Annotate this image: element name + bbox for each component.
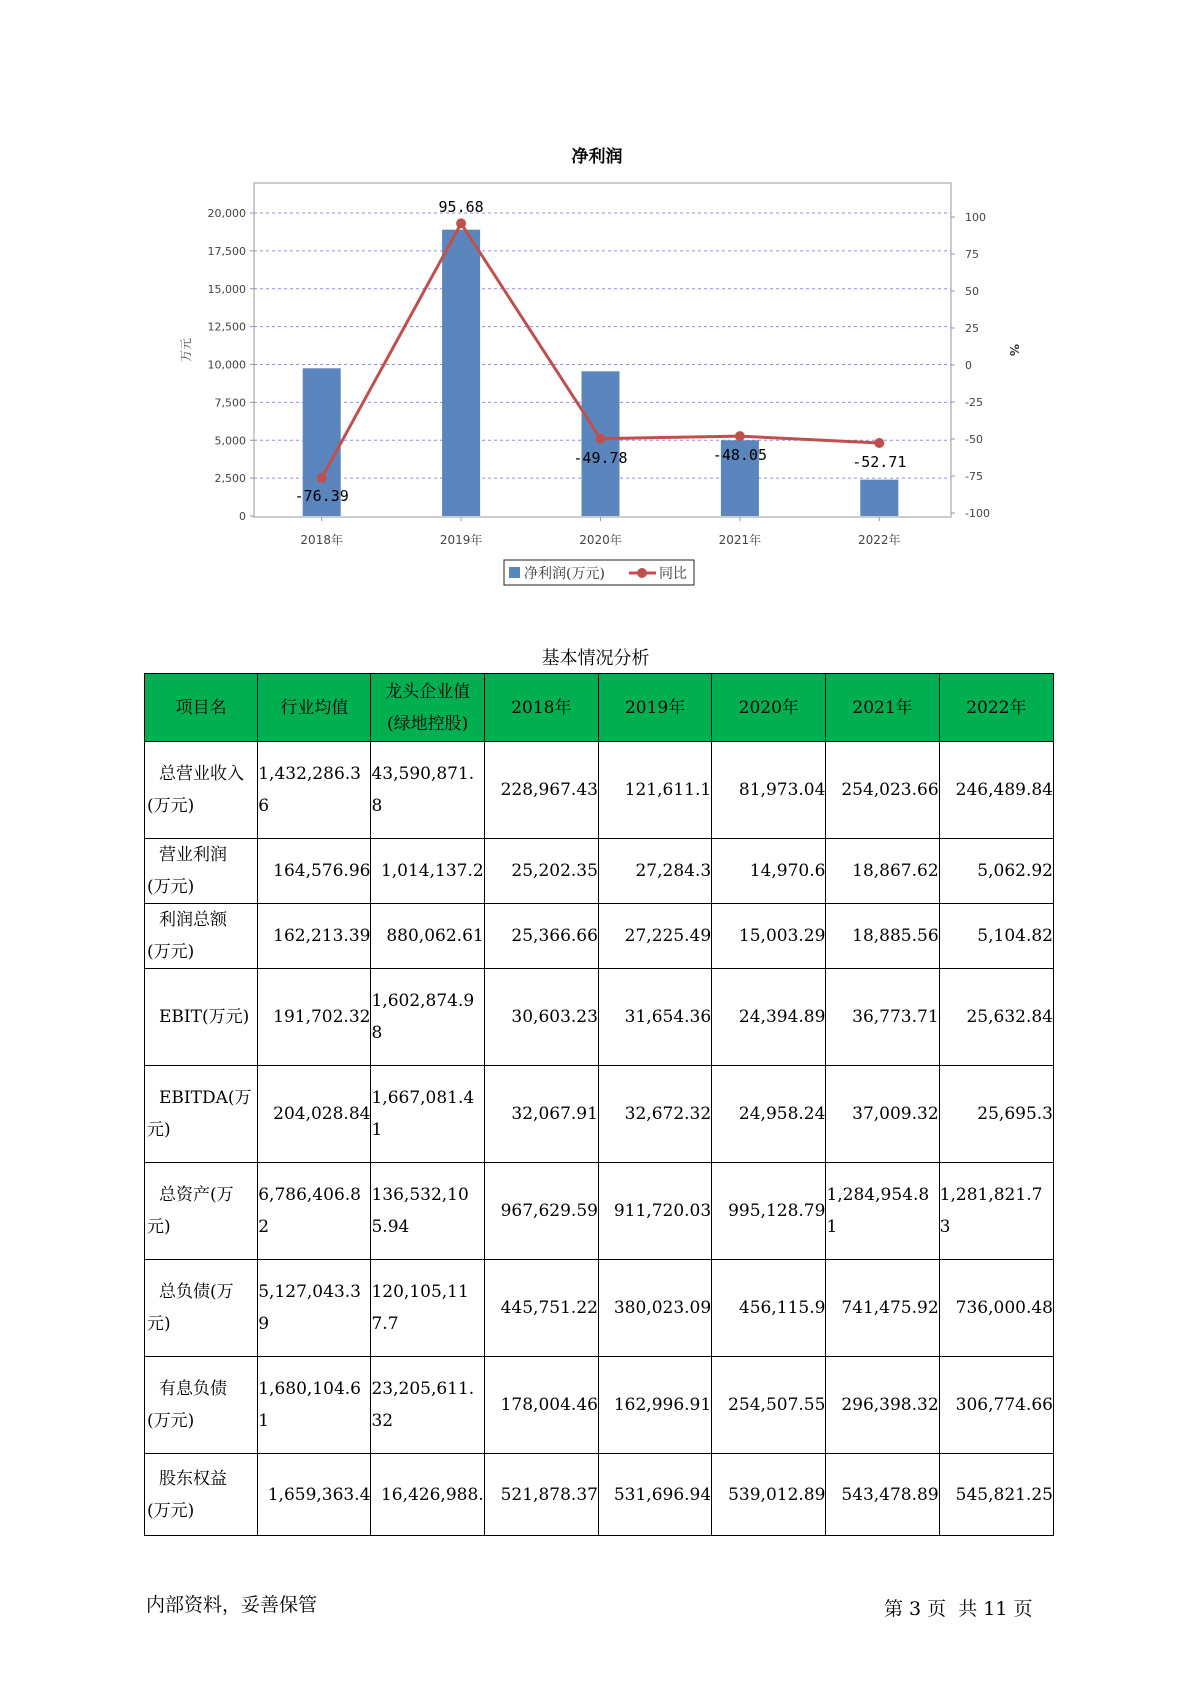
table-header-row [145, 674, 1054, 742]
table-cell: 14,970.6 [712, 839, 826, 904]
table-cell: 18,867.62 [826, 839, 939, 904]
table-cell: 228,967.43 [484, 742, 598, 839]
table-cell: 27,225.49 [598, 904, 711, 969]
y2-tick-label: 100 [965, 211, 986, 224]
table-cell: 25,366.66 [484, 904, 598, 969]
table-row [145, 969, 1054, 1066]
yoy-data-label: -52.71 [852, 453, 907, 471]
table-cell: 1,432,286.36 [258, 742, 371, 839]
table-cell: 741,475.92 [826, 1260, 939, 1357]
table-cell: 539,012.89 [712, 1454, 826, 1536]
legend-line-marker [637, 568, 647, 578]
header-industry-avg: 行业均值 [258, 674, 371, 742]
table-cell: 995,128.79 [712, 1163, 826, 1260]
table-cell: 191,702.32 [258, 969, 371, 1066]
y2-tick-label: -100 [965, 507, 990, 520]
yoy-data-label: -48.05 [712, 446, 767, 464]
chart-title: 净利润 [571, 147, 623, 167]
footer-page-number: 第 3 页 共 11 页 [884, 1598, 1033, 1620]
bar [860, 480, 898, 516]
table-cell: 456,115.9 [712, 1260, 826, 1357]
y2-tick-label: 0 [965, 359, 972, 372]
table-row [145, 1357, 1054, 1454]
header-2022: 2022年 [939, 674, 1053, 742]
table-cell: 967,629.59 [484, 1163, 598, 1260]
x-tick-label: 2018年 [300, 533, 343, 547]
table-cell: 162,996.91 [598, 1357, 711, 1454]
y-tick-label: 12,500 [207, 320, 246, 334]
table-cell: 543,478.89 [826, 1454, 939, 1536]
table-cell: 5,062.92 [939, 839, 1053, 904]
y-tick-label: 15,000 [207, 282, 246, 296]
table-cell: 136,532,105.94 [371, 1163, 484, 1260]
yoy-data-label: -49.78 [573, 449, 628, 467]
yoy-point [874, 438, 884, 448]
y-axis-label: 万元 [179, 337, 193, 363]
net-profit-chart [0, 0, 1191, 600]
table-cell: 296,398.32 [826, 1357, 939, 1454]
table-row [145, 742, 1054, 839]
yoy-point [456, 218, 466, 228]
table-cell: 380,023.09 [598, 1260, 711, 1357]
table-cell: 1,659,363.4 [258, 1454, 371, 1536]
table-cell: 1,602,874.98 [371, 969, 484, 1066]
table-cell: 32,672.32 [598, 1066, 711, 1163]
row-label: 营业利润 (万元) [145, 839, 258, 904]
table-cell: 121,611.1 [598, 742, 711, 839]
table-cell: 24,958.24 [712, 1066, 826, 1163]
row-label: 有息负债 (万元) [145, 1357, 258, 1454]
yoy-point [596, 434, 606, 444]
table-cell: 521,878.37 [484, 1454, 598, 1536]
table-cell: 25,695.3 [939, 1066, 1053, 1163]
header-item-name: 项目名 [145, 674, 258, 742]
table-title: 基本情况分析 [541, 648, 650, 669]
y2-tick-label: 25 [965, 322, 979, 335]
table-cell: 36,773.71 [826, 969, 939, 1066]
table-row [145, 904, 1054, 969]
table-row [145, 839, 1054, 904]
table-cell: 6,786,406.82 [258, 1163, 371, 1260]
table-cell: 254,023.66 [826, 742, 939, 839]
x-tick-label: 2020年 [579, 533, 622, 547]
table-cell: 25,202.35 [484, 839, 598, 904]
header-2019: 2019年 [598, 674, 711, 742]
table-cell: 1,284,954.81 [826, 1163, 939, 1260]
table-cell: 5,104.82 [939, 904, 1053, 969]
legend-bar-swatch [509, 567, 520, 578]
y2-tick-label: 50 [965, 285, 979, 298]
yoy-point [735, 431, 745, 441]
legend-line-label: 同比 [659, 566, 687, 582]
table-cell: 23,205,611.32 [371, 1357, 484, 1454]
footer-confidential: 内部资料，妥善保管 [146, 1594, 318, 1616]
table-cell: 81,973.04 [712, 742, 826, 839]
table-cell: 30,603.23 [484, 969, 598, 1066]
table-cell: 1,281,821.73 [939, 1163, 1053, 1260]
table-row [145, 1260, 1054, 1357]
table-cell: 1,014,137.2 [371, 839, 484, 904]
table-cell: 531,696.94 [598, 1454, 711, 1536]
row-label: EBITDA(万 元) [145, 1066, 258, 1163]
table-cell: 16,426,988. [371, 1454, 484, 1536]
table-cell: 37,009.32 [826, 1066, 939, 1163]
table-cell: 15,003.29 [712, 904, 826, 969]
row-label: EBIT(万元) [145, 969, 258, 1066]
row-label: 利润总额 (万元) [145, 904, 258, 969]
y-tick-label: 17,500 [207, 244, 246, 258]
header-2021: 2021年 [826, 674, 939, 742]
table-cell: 162,213.39 [258, 904, 371, 969]
table-cell: 18,885.56 [826, 904, 939, 969]
y-tick-label: 10,000 [207, 358, 246, 372]
table-cell: 43,590,871.8 [371, 742, 484, 839]
y2-tick-label: -50 [965, 433, 983, 446]
row-label: 总营业收入 (万元) [145, 742, 258, 839]
y2-tick-label: -25 [965, 396, 983, 409]
table-cell: 880,062.61 [371, 904, 484, 969]
table-row [145, 1454, 1054, 1536]
basic-analysis-table [144, 673, 1054, 1536]
table-cell: 5,127,043.39 [258, 1260, 371, 1357]
table-cell: 27,284.3 [598, 839, 711, 904]
y2-tick-label: 75 [965, 248, 979, 261]
table-cell: 1,680,104.61 [258, 1357, 371, 1454]
y-tick-label: 2,500 [214, 472, 246, 486]
y2-tick-label: -75 [965, 470, 983, 483]
table-cell: 24,394.89 [712, 969, 826, 1066]
x-tick-label: 2019年 [439, 533, 483, 547]
y-tick-label: 5,000 [214, 434, 246, 448]
y2-axis-label: % [1007, 343, 1021, 357]
legend-bar-label: 净利润(万元) [524, 566, 605, 582]
table-row [145, 1066, 1054, 1163]
x-tick-label: 2022年 [858, 533, 901, 547]
row-label: 总负债(万 元) [145, 1260, 258, 1357]
table-cell: 31,654.36 [598, 969, 711, 1066]
yoy-data-label: 95.68 [438, 198, 484, 216]
table-cell: 1,667,081.41 [371, 1066, 484, 1163]
table-cell: 25,632.84 [939, 969, 1053, 1066]
table-cell: 911,720.03 [598, 1163, 711, 1260]
yoy-data-label: -76.39 [294, 487, 349, 505]
x-tick-label: 2021年 [718, 533, 762, 547]
table-cell: 545,821.25 [939, 1454, 1053, 1536]
bar [442, 230, 480, 516]
y-tick-label: 0 [239, 510, 246, 523]
table-cell: 32,067.91 [484, 1066, 598, 1163]
header-2020: 2020年 [712, 674, 826, 742]
table-cell: 164,576.96 [258, 839, 371, 904]
table-row [145, 1163, 1054, 1260]
table-cell: 178,004.46 [484, 1357, 598, 1454]
table-cell: 736,000.48 [939, 1260, 1053, 1357]
header-2018: 2018年 [484, 674, 598, 742]
y-tick-label: 7,500 [214, 396, 246, 410]
table-cell: 445,751.22 [484, 1260, 598, 1357]
table-cell: 246,489.84 [939, 742, 1053, 839]
table-cell: 120,105,117.7 [371, 1260, 484, 1357]
row-label: 总资产(万 元) [145, 1163, 258, 1260]
y-tick-label: 20,000 [207, 207, 246, 220]
table-cell: 306,774.66 [939, 1357, 1053, 1454]
row-label: 股东权益 (万元) [145, 1454, 258, 1536]
table-cell: 204,028.84 [258, 1066, 371, 1163]
header-leader-value: 龙头企业值 (绿地控股) [371, 674, 484, 742]
yoy-point [317, 473, 327, 483]
table-cell: 254,507.55 [712, 1357, 826, 1454]
